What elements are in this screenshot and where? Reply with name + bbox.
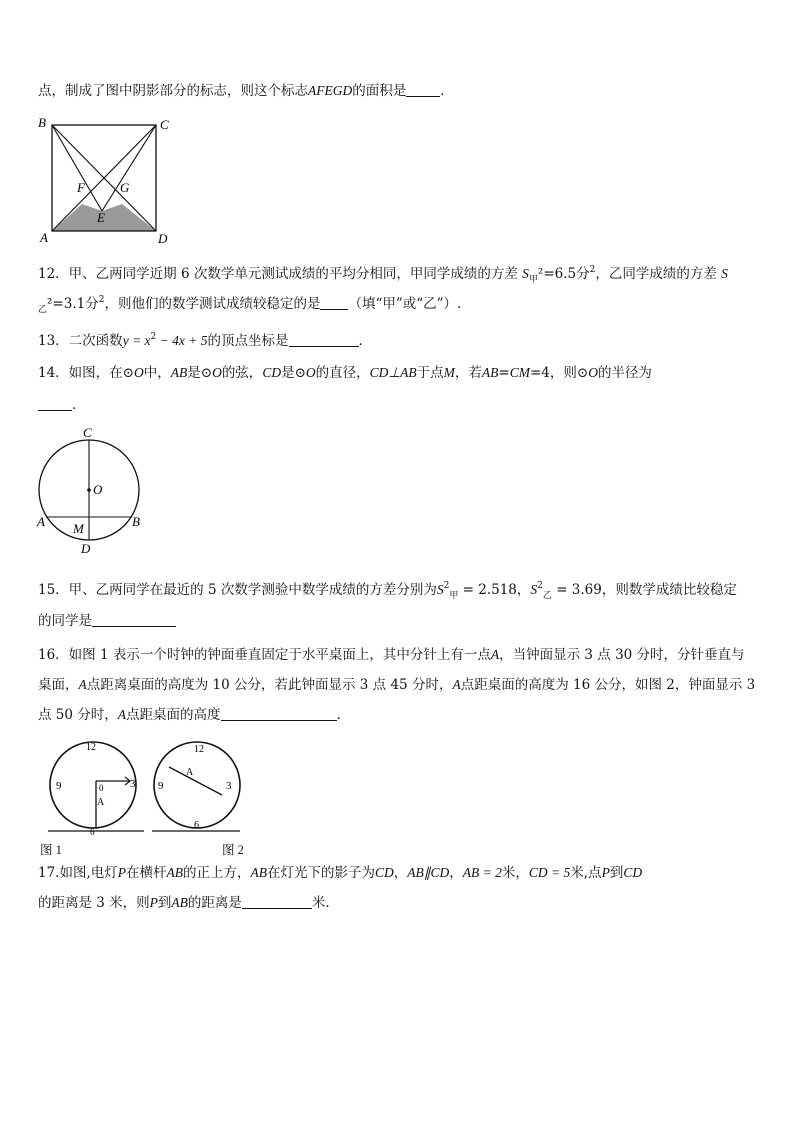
q17-AB-2: AB <box>250 865 268 880</box>
q17-line1 <box>38 864 642 882</box>
q17-cd-eq: CD = 5 <box>528 865 571 880</box>
q12-answer-blank[interactable] <box>320 295 348 310</box>
q11-figure <box>36 114 176 246</box>
q12-s-jia: S <box>522 266 529 281</box>
q14-t-e: 是⊙ <box>281 365 306 381</box>
q15-line1 <box>38 577 737 605</box>
q14-answer-blank[interactable] <box>38 396 72 411</box>
q15-text-b: ，则数学成绩比较稳定 <box>601 582 737 598</box>
q15-sep: ， <box>516 582 531 598</box>
q16-figure-2 <box>150 737 242 837</box>
q14-O-2: O <box>212 365 222 380</box>
q16-A-2: A <box>78 677 87 692</box>
q14-line1 <box>38 364 652 382</box>
q12-s-yi: S <box>721 266 728 281</box>
q17-mi-1: 米 <box>501 865 516 881</box>
q14-label-A: A <box>37 514 45 529</box>
q14-label-B: B <box>132 514 140 529</box>
q13-func-y: y <box>122 333 129 348</box>
q12-sub-jia: 甲 <box>528 275 538 285</box>
q16-f1-num-3: 3 <box>130 778 136 790</box>
q14-AB: AB <box>170 365 188 380</box>
q14-t-f: 的直径， <box>315 365 370 381</box>
q14-t-b: 中， <box>143 365 171 381</box>
q12-val-jia: ²=6.5分 <box>537 266 590 282</box>
q15-answer-blank[interactable] <box>92 612 176 627</box>
q15-val-jia: = 2.518 <box>458 582 517 598</box>
q16-t-1: 16．如图 1 表示一个时钟的钟面垂直固定于水平桌面上，其中分针上有一点 <box>38 647 491 663</box>
q14-t-i: ，若 <box>454 365 482 381</box>
q14-t-m: =4，则⊙ <box>529 365 589 381</box>
q17-AB-1: AB <box>166 865 184 880</box>
q11-text-a: 点，制成了图中阴影部分的标志，则这个标志 <box>38 83 308 99</box>
q11-label-B: B <box>38 115 46 130</box>
q14-line2 <box>38 396 86 414</box>
q14-O-4: O <box>588 365 598 380</box>
q12-text-c: ，则他们的数学测试成绩较稳定的是 <box>104 296 321 312</box>
q13-text-a: 13．二次函数 <box>38 333 123 349</box>
q16-A-1: A <box>490 647 500 662</box>
q12-val-yi: ²=3.1分 <box>47 296 99 312</box>
q15-s-jia: S <box>436 582 444 597</box>
q17-t-i: 到 <box>609 865 624 881</box>
q14-label-D: D <box>81 541 91 556</box>
q16-caption-2: 图 2 <box>222 843 244 857</box>
q12-sup-jia: 2 <box>589 265 596 275</box>
q17-t-h: 米,点 <box>570 865 602 881</box>
q16-f2-num-9: 9 <box>158 780 164 792</box>
q13-answer-blank[interactable] <box>289 332 359 347</box>
q17-t-2b: 到 <box>157 895 172 911</box>
q16-f1-num-12: 12 <box>86 742 96 753</box>
q14-t-k: = <box>498 365 510 381</box>
q17-P-3: P <box>149 895 158 910</box>
q17-CD-1: CD <box>375 865 394 880</box>
q17-t-2c: 的距离是 <box>187 895 242 911</box>
q13-text-b: 的顶点坐标是 <box>207 333 289 349</box>
q11-label-E: E <box>97 210 105 225</box>
q17-P-1: P <box>117 865 127 880</box>
q14-label-O: O <box>93 482 103 497</box>
q14-t-c: 是⊙ <box>187 365 213 381</box>
q16-t-2c: 点距桌面的高度为 16 公分，如图 2，钟面显示 3 <box>460 677 756 693</box>
q14-t-l: CM <box>509 365 530 380</box>
q11-label-D: D <box>158 231 168 246</box>
q17-t-d: 在灯光下的影子为 <box>267 865 376 881</box>
q14-t-g: CD⊥AB <box>369 365 417 380</box>
q16-t-2b: 点距离桌面的高度为 10 公分，若此钟面显示 3 点 45 分时， <box>86 677 453 693</box>
q17-t-2a: 的距离是 3 米，则 <box>38 895 150 911</box>
q14-M: M <box>443 365 455 380</box>
q16-caption-1: 图 1 <box>40 843 62 857</box>
q15-val-yi: = 3.69 <box>551 582 602 598</box>
q14-label-C: C <box>83 425 92 440</box>
q16-f1-num-0: 0 <box>99 783 104 793</box>
q11-label-C: C <box>160 117 169 132</box>
q11-tail-line <box>38 82 454 100</box>
q17-t-a: 17.如图,电灯 <box>38 865 118 881</box>
q17-end: 米. <box>311 895 330 911</box>
q14-t-h: 于点 <box>416 365 444 381</box>
q15-s-yi: S <box>530 582 538 597</box>
q17-t-f: ， <box>449 865 463 881</box>
q16-A-4: A <box>117 707 127 722</box>
q16-t-3a: 点 50 分时， <box>38 707 118 723</box>
q13-func-b: − 4x + 5 <box>156 333 208 348</box>
q12-line2 <box>38 291 461 319</box>
q11-label-G: G <box>120 180 130 195</box>
q15-sub-jia: 甲 <box>449 591 459 601</box>
q17-t-b: 在横杆 <box>126 865 167 881</box>
q14-CD: CD <box>262 365 282 380</box>
q12-sup-yi: 2 <box>98 295 105 305</box>
q16-A-3: A <box>452 677 461 692</box>
q17-P-2: P <box>601 865 610 880</box>
q15-sup-yi: 2 <box>537 581 543 591</box>
q14-end: ． <box>72 397 86 413</box>
q17-answer-blank[interactable] <box>242 894 312 909</box>
q11-label-F: F <box>77 180 85 195</box>
q15-text-c: 的同学是 <box>38 613 92 629</box>
q16-line3 <box>38 706 341 724</box>
q12-sub-yi: 乙 <box>38 305 48 315</box>
q13-func-sup: 2 <box>150 332 157 342</box>
q17-parallel: AB∥CD <box>407 865 450 880</box>
q17-AB-3: AB <box>171 895 188 910</box>
q14-t-a: 14．如图，在⊙ <box>38 365 134 381</box>
q11-answer-blank[interactable] <box>406 82 440 97</box>
q16-line1 <box>38 646 745 664</box>
q13-func-a: = x <box>128 333 151 348</box>
q16-f2-label-A: A <box>186 767 194 778</box>
q14-t-d: 的弦， <box>221 365 263 381</box>
q16-f2-num-12: 12 <box>194 744 204 755</box>
q15-text-a: 15．甲、乙两同学在最近的 5 次数学测验中数学成绩的方差分别为 <box>38 582 437 598</box>
q17-t-g: ， <box>515 865 529 881</box>
q15-sub-yi: 乙 <box>542 591 552 601</box>
q16-figure-1 <box>44 737 148 837</box>
q11-label-A: A <box>40 230 48 245</box>
q16-f1-label-A: A <box>97 797 105 808</box>
q13-end: ． <box>358 333 372 349</box>
q16-f2-num-3: 3 <box>226 780 232 792</box>
q16-end: . <box>336 707 341 723</box>
q16-f1-num-6: 6 <box>90 827 95 837</box>
q12-line1 <box>38 261 728 289</box>
q14-O-3: O <box>305 365 316 380</box>
q15-line2 <box>38 612 176 630</box>
q16-f2-num-6: 6 <box>194 820 199 831</box>
q11-shape-name: AFEGD <box>308 83 353 98</box>
q17-line2 <box>38 894 330 912</box>
q16-t-1b: ，当钟面显示 3 点 30 分时，分针垂直与 <box>499 647 745 663</box>
q12-text-a: 12．甲、乙两同学近期 6 次数学单元测试成绩的平均分相同，甲同学成绩的方差 <box>38 266 518 282</box>
q16-line2 <box>38 676 755 694</box>
q17-t-c: 的正上方， <box>183 865 251 881</box>
q16-f1-num-9: 9 <box>56 780 62 792</box>
q17-t-e: ， <box>393 865 408 881</box>
q17-ab-eq: AB = 2 <box>462 865 502 880</box>
q14-t-j: AB <box>481 365 499 380</box>
q12-end: （填“甲”或“乙”）. <box>348 296 462 312</box>
q16-answer-blank[interactable] <box>221 706 337 721</box>
q13-line <box>38 328 372 350</box>
q11-text-b: 的面积是 <box>352 83 407 99</box>
q15-sup-jia: 2 <box>443 581 450 591</box>
q16-t-3b: 点距桌面的高度 <box>126 707 221 723</box>
q14-t-n: 的半径为 <box>597 365 652 381</box>
q11-end: ． <box>440 83 454 99</box>
q14-figure <box>34 424 154 558</box>
q14-O-1: O <box>134 365 144 380</box>
q14-label-M: M <box>73 521 84 536</box>
q17-CD-2: CD <box>623 865 643 880</box>
q16-t-2a: 桌面， <box>38 677 79 693</box>
q12-text-b: ，乙同学成绩的方差 <box>595 266 717 282</box>
